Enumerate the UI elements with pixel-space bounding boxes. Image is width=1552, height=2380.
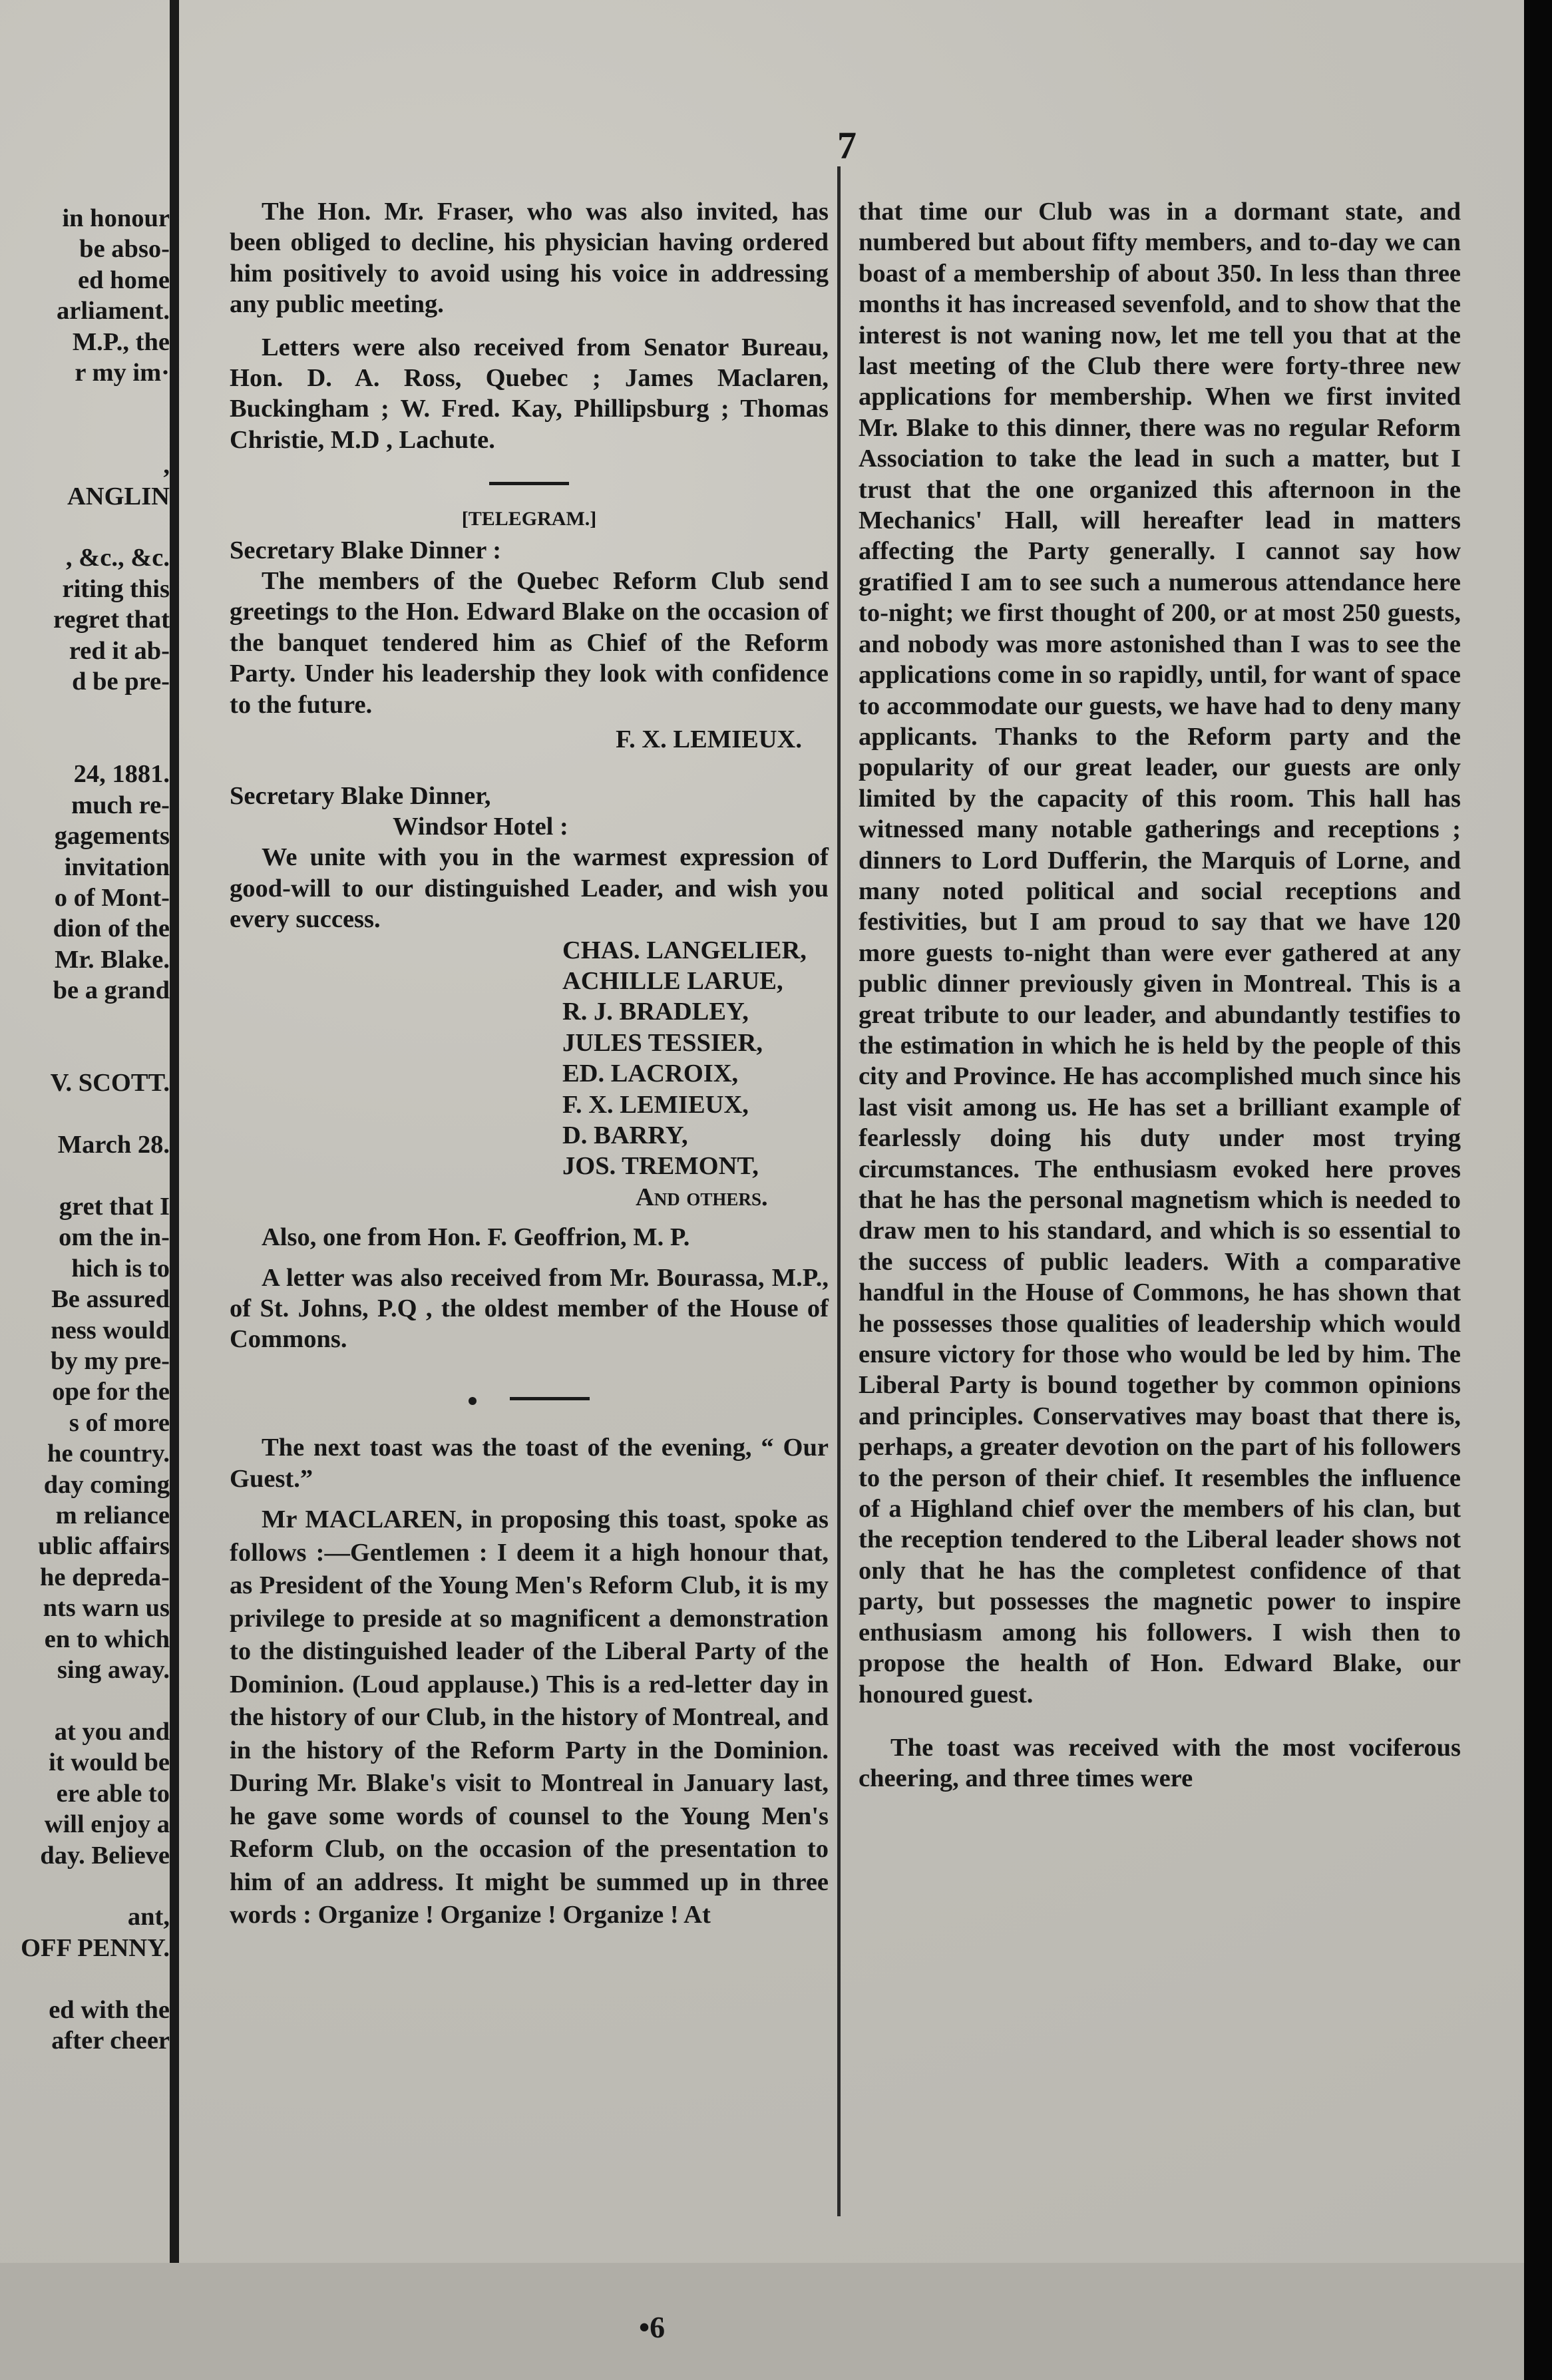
fragment-line: arliament. (57, 297, 170, 325)
fragment-line: by my pre- (51, 1347, 170, 1376)
fragment-line: d be pre- (72, 668, 170, 696)
fragment-line: V. SCOTT. (50, 1069, 170, 1097)
fragment-line: , (163, 451, 170, 480)
section-separator (230, 1382, 829, 1412)
fragment-line: will enjoy a (44, 1810, 170, 1839)
paragraph-bourassa: A letter was also received from Mr. Bourassa, M.P., of St. Johns, P.Q , the oldest member of the House of Commons. (230, 1263, 829, 1354)
windsor-salutation-1: Secretary Blake Dinner, (230, 781, 491, 810)
section-rule (510, 1397, 590, 1400)
fragment-line: ANGLIN (67, 482, 170, 510)
signatory-list (562, 935, 829, 1213)
bottom-margin (0, 2263, 1524, 2380)
paragraph-speech-continued: that time our Club was in a dormant state, and numbered but about fifty members, and to-day we can boast of a membership of about 350. In less than three months it has increased sevenfold, and to show that the interest is not waning now, let me tell you that at the last meeting of the Club there were forty-three new applications for membership. When we first invited Mr. Blake to this dinner, there was no regular Reform Association to take the lead in such a matter, but I trust that the one organized this afternoon in the Mechanics' Hall, will hereafter lead in matters affecting the Party generally. I cannot say how gratified I am to see such a numerous attendance here to-night; we first thought of 200, or at most 250 guests, and nobody was more astonished than I was to see the applications come in so rapidly, until, for want of space to accommodate our guests, we have had to deny many applicants. Thanks to the Reform party and the popularity of our great leader, our guests are only limited by the capacity of this room. This hall has witnessed many notable gatherings and receptions ; dinners to Lord Dufferin, the Marquis of Lorne, and many noted political and social receptions and festivities, but I am proud to say that we have 120 more guests to-night than were ever gathered at any public dinner previously given in Montreal. This is a great tribute to our leader, and abundantly testifies to the estimation in which he is held by the people of this city and Province. He has accomplished much since his last visit among us. He has set a brilliant example of fearlessly doing his duty under most trying circumstances. The enthusiasm evoked here proves that he has the personal magnetism which is needed to draw men to his standard, and which is so essential to the success of public leaders. With a comparative handful in the House of Commons, he has shown that he possesses those qualities of leadership which would ensure victory for those who would be led by him. The Liberal Party is bound together by common opinions and principles. Conservatives may boast that there is, perhaps, a greater devotion on the part of his followers to the person of their chief. It resembles the influence of a Highland chief over the members of his clan, but the reception tendered to the Liberal leader shows not only that he has the completest confidence of that party, but possesses the magnetic power to inspire enthusiasm among his followers. I wish then to propose the health of Hon. Edward Blake, our honoured guest. (859, 198, 1461, 1708)
fragment-line: s of more (69, 1408, 170, 1437)
fragment-line: Mr. Blake. (55, 945, 170, 974)
fragment-line: ed home (78, 266, 170, 294)
signatory: ACHILLE LARUE, (562, 966, 783, 995)
fragment-line: sing away. (57, 1656, 170, 1685)
scan-edge (1524, 0, 1552, 2380)
signatory: JOS. TREMONT, (562, 1152, 759, 1181)
speaker-name: Mr MACLAREN, (262, 1505, 463, 1534)
fragment-line: he country. (47, 1440, 170, 1468)
fragment-line: it would be (49, 1748, 170, 1777)
paragraph-next-toast: The next toast was the toast of the evening, “ Our Guest.” (230, 1434, 829, 1493)
fragment-line: om the in- (59, 1223, 170, 1252)
gutter-rule (170, 0, 179, 2380)
paragraph-toast-received: The toast was received with the most vociferous cheering, and three times were (859, 1733, 1461, 1793)
paragraph-fraser: The Hon. Mr. Fraser, who was also invited, has been obliged to decline, his physician having ordered him positively to avoid using his voice in addressing any public meeting. (230, 198, 829, 319)
fragment-line: en to which (44, 1625, 170, 1653)
windsor-body: We unite with you in the warmest expression of good-will to our distinguished Leader, and wish you every success. (230, 843, 829, 934)
fragment-line: Be assured (51, 1285, 170, 1314)
telegram-salutation: Secretary Blake Dinner : (230, 536, 502, 564)
fragment-line: hich is to (71, 1254, 170, 1283)
fragment-line (0, 697, 170, 728)
telegram-body: The members of the Quebec Reform Club send greetings to the Hon. Edward Blake on the occasion of the banquet tendered him as Chief of the Reform Party. Under his leadership they look with confidence to the future. (230, 567, 829, 719)
speech-text: in proposing this toast, spoke as follows :—Gentlemen : I deem it a high honour that, as President of the Young Men's Reform Club, it is my privilege to preside at so magnificent a demonstration to the distinguished leader of the Liberal Party of the Dominion. (Loud applause.) This is a red-letter day in the history of our Club, in the history of Montreal, and in the history of the Reform Party in the Dominion. During Mr. Blake's visit to Montreal in January last, he gave some words of counsel to the Young Men's Reform Club, on the occasion of the presentation to him of an address. It might be summed up in three words : Organize ! Organize ! Organize ! At (230, 1505, 829, 1929)
signatory: JULES TESSIER, (562, 1028, 763, 1057)
paragraph-letters: Letters were also received from Senator Bureau, Hon. D. A. Ross, Quebec ; James Maclaren, Buckingham ; W. Fred. Kay, Phillipsburg ; Thomas Christie, M.D , Lachute. (230, 333, 829, 454)
paragraph-maclaren-speech (230, 1503, 829, 1932)
telegram-signature: F. X. LEMIEUX. (616, 725, 802, 754)
windsor-salutation-2: Windsor Hotel : (393, 812, 568, 841)
fragment-line: o of Mont- (54, 883, 170, 912)
signatory: F. X. LEMIEUX, (562, 1090, 749, 1119)
fragment-line: ness would (51, 1316, 170, 1344)
paragraph-geoffrion: Also, one from Hon. F. Geoffrion, M. P. (262, 1223, 690, 1252)
right-column (859, 196, 1461, 1794)
fragment-line (0, 512, 170, 542)
fragment-line (0, 728, 170, 759)
fragment-line (0, 419, 170, 450)
fragment-line: m reliance (55, 1501, 170, 1530)
signatory: And others. (636, 1183, 768, 1211)
fragment-line (0, 1871, 170, 1901)
fragment-line: r my im· (75, 359, 170, 387)
fragment-line: much re- (71, 791, 170, 819)
fragment-line: ant, (127, 1903, 170, 1931)
fragment-line: gret that I (59, 1193, 170, 1221)
fragment-line (0, 1963, 170, 1994)
fragment-line: regret that (53, 606, 170, 634)
fragment-line: gagements (54, 822, 170, 851)
fragment-line: red it ab- (69, 636, 170, 665)
fragment-line: ope for the (52, 1378, 170, 1406)
fragment-line: nts warn us (43, 1594, 170, 1623)
section-rule (489, 482, 569, 485)
ink-dot (469, 1397, 477, 1405)
telegram-heading: [TELEGRAM.] (461, 508, 597, 530)
fragment-line (0, 388, 170, 419)
fragment-line: M.P., the (72, 327, 170, 356)
fragment-line (0, 1037, 170, 1068)
page-number: 7 (837, 124, 857, 167)
fragment-line: 24, 1881. (73, 760, 170, 789)
fragment-line (0, 1161, 170, 1191)
fragment-line: be a grand (53, 976, 170, 1005)
fragment-line (0, 1686, 170, 1716)
fragment-line: he depreda- (39, 1563, 170, 1591)
signatory: D. BARRY, (562, 1121, 688, 1149)
fragment-line: day coming (43, 1470, 170, 1499)
fragment-line: at you and (54, 1717, 170, 1746)
fragment-line: OFF PENNY. (21, 1933, 170, 1962)
signatory: ED. LACROIX, (562, 1060, 739, 1088)
fragment-line: after cheer (51, 2026, 170, 2055)
fragment-line (0, 1099, 170, 1129)
fragment-line: , &c., &c. (65, 544, 170, 572)
middle-column (230, 196, 829, 1932)
fragment-line: dion of the (53, 914, 170, 943)
fragment-line: invitation (64, 853, 170, 881)
signatory: CHAS. LANGELIER, (562, 936, 807, 964)
fragment-line: ere able to (56, 1779, 170, 1808)
signatory: R. J. BRADLEY, (562, 998, 749, 1026)
fragment-line: in honour (62, 204, 170, 232)
column-rule (837, 166, 841, 2216)
bottom-page-mark: •6 (639, 2310, 666, 2344)
fragment-line: day. Believe (40, 1841, 170, 1870)
left-column-fragment (0, 203, 170, 2056)
fragment-line: ublic affairs (38, 1532, 170, 1561)
fragment-line: be abso- (79, 235, 170, 264)
fragment-line: riting this (62, 574, 170, 603)
fragment-line: ed with the (49, 1995, 170, 2024)
fragment-line: March 28. (57, 1131, 170, 1159)
fragment-line (0, 1006, 170, 1037)
